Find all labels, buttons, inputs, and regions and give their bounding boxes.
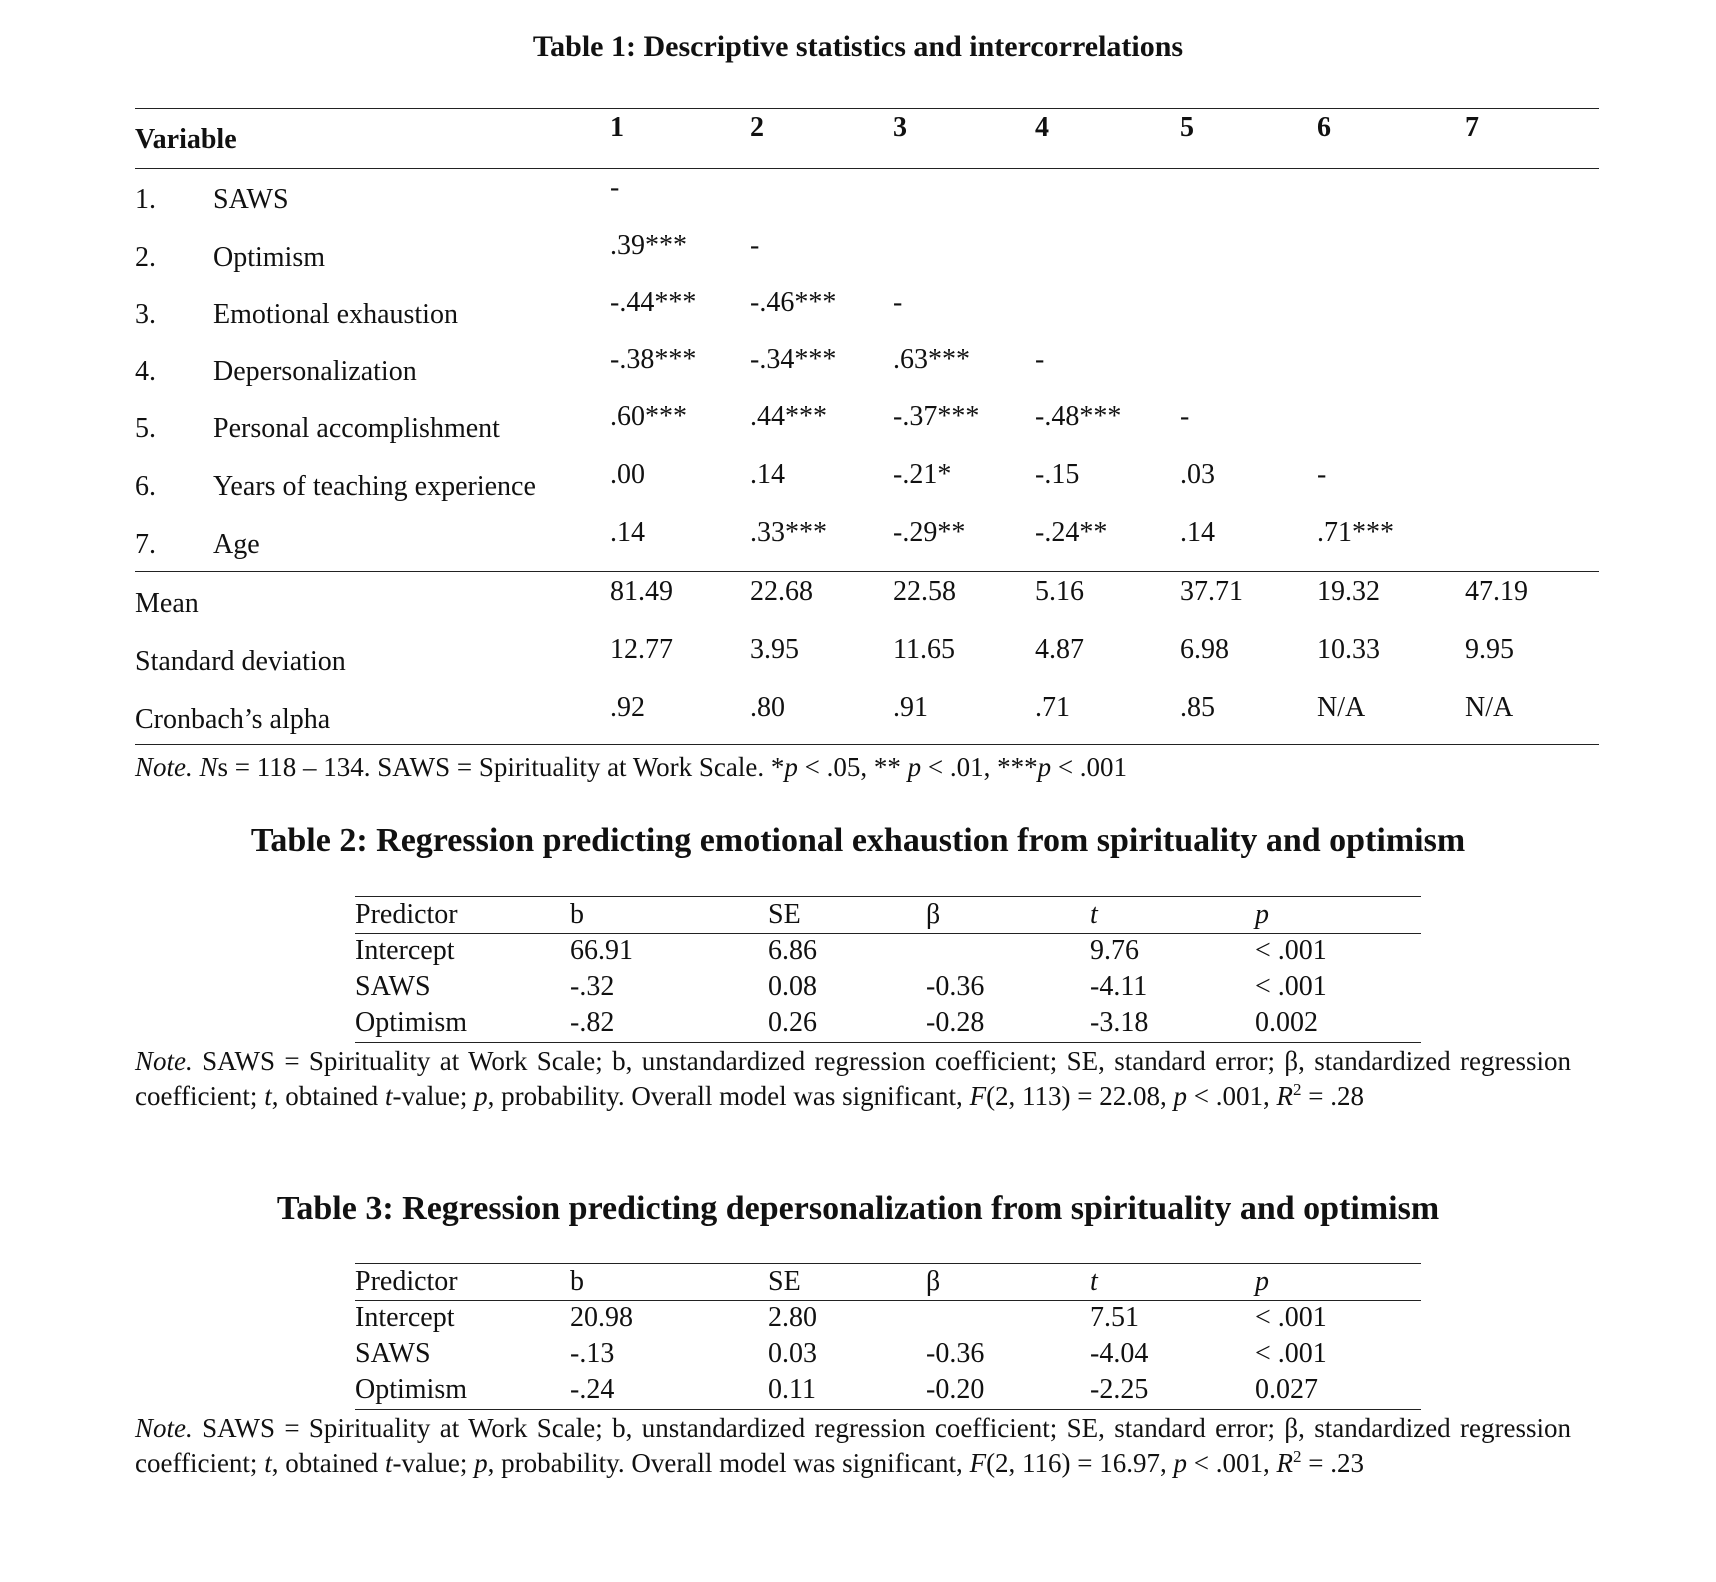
row-index: 3. bbox=[135, 299, 156, 330]
note-text: , obtained bbox=[271, 1081, 385, 1111]
correlation-cell: .60*** bbox=[610, 401, 687, 432]
correlation-cell: - bbox=[750, 230, 760, 261]
row-index: 2. bbox=[135, 242, 156, 273]
correlation-cell: -.21* bbox=[893, 459, 952, 490]
summary-cell: 22.58 bbox=[893, 576, 956, 607]
correlation-cell: -.29** bbox=[893, 517, 966, 548]
correlation-cell: .33*** bbox=[750, 517, 827, 548]
summary-cell: 5.16 bbox=[1035, 576, 1084, 607]
ns-symbol: N bbox=[199, 752, 218, 782]
correlation-cell: -.38*** bbox=[610, 344, 697, 375]
summary-cell: 81.49 bbox=[610, 576, 673, 607]
value-cell: -0.20 bbox=[926, 1374, 985, 1405]
table3 bbox=[355, 1263, 1421, 1411]
note-text: SAWS = Spirituality at Work Scale; b, unstandardized regression coefficient; SE, standard error; β, standardized regression coefficient; bbox=[135, 1413, 1571, 1478]
note-label: Note. bbox=[135, 1413, 193, 1443]
note-text: , probability. Overall model was significant, bbox=[487, 1448, 970, 1478]
correlation-cell: .44*** bbox=[750, 401, 827, 432]
summary-cell: 47.19 bbox=[1465, 576, 1528, 607]
table3-top-rule bbox=[355, 1263, 1421, 1264]
correlation-cell: - bbox=[1180, 401, 1190, 432]
p-symbol: p bbox=[474, 1448, 488, 1478]
note-text: < .01, *** bbox=[921, 752, 1038, 782]
table2 bbox=[355, 896, 1421, 1044]
row-index: 6. bbox=[135, 471, 156, 502]
summary-cell: .85 bbox=[1180, 692, 1215, 723]
correlation-cell: .00 bbox=[610, 459, 645, 490]
summary-cell: .71 bbox=[1035, 692, 1070, 723]
r-superscript: 2 bbox=[1293, 1447, 1302, 1466]
value-cell: -0.36 bbox=[926, 1338, 985, 1369]
correlation-cell: - bbox=[1317, 459, 1327, 490]
t-symbol: t bbox=[264, 1448, 272, 1478]
row-variable-name: Years of teaching experience bbox=[213, 471, 536, 502]
table1-summary-rule bbox=[135, 571, 1599, 572]
predictor-name: SAWS bbox=[355, 971, 431, 1002]
p-symbol: p bbox=[474, 1081, 488, 1111]
correlation-cell: -.34*** bbox=[750, 344, 837, 375]
p-symbol: p bbox=[1173, 1448, 1188, 1478]
row-index: 5. bbox=[135, 413, 156, 444]
column-header-4: 4 bbox=[1035, 112, 1049, 143]
correlation-cell: - bbox=[893, 287, 903, 318]
summary-cell: 4.87 bbox=[1035, 634, 1084, 665]
predictor-name: Optimism bbox=[355, 1007, 468, 1038]
table2-note bbox=[135, 1044, 1571, 1114]
table2-top-rule bbox=[355, 896, 1421, 897]
column-header-2: 2 bbox=[750, 112, 764, 143]
summary-label: Mean bbox=[135, 588, 199, 619]
column-header: SE bbox=[768, 899, 801, 930]
t-symbol: t bbox=[264, 1081, 272, 1111]
correlation-cell: -.15 bbox=[1035, 459, 1080, 490]
correlation-cell: .03 bbox=[1180, 459, 1215, 490]
value-cell: -0.36 bbox=[926, 971, 985, 1002]
column-header-6: 6 bbox=[1317, 112, 1331, 143]
f-symbol: F bbox=[969, 1448, 987, 1478]
table1-bottom-rule bbox=[135, 744, 1599, 745]
correlation-cell: .63*** bbox=[893, 344, 970, 375]
column-header: t bbox=[1090, 899, 1098, 930]
note-text: = .28 bbox=[1301, 1081, 1364, 1111]
value-cell: -4.11 bbox=[1090, 971, 1148, 1002]
value-cell: -.13 bbox=[570, 1338, 615, 1369]
summary-cell: 6.98 bbox=[1180, 634, 1229, 665]
correlation-cell: -.24** bbox=[1035, 517, 1108, 548]
value-cell: < .001 bbox=[1255, 971, 1327, 1002]
note-text: < .001 bbox=[1051, 752, 1128, 782]
correlation-cell: -.46*** bbox=[750, 287, 837, 318]
correlation-cell: .71*** bbox=[1317, 517, 1394, 548]
note-text: < .05, ** bbox=[797, 752, 908, 782]
column-header: Predictor bbox=[355, 899, 458, 930]
note-label: Note. bbox=[135, 752, 193, 782]
r-superscript: 2 bbox=[1293, 1080, 1302, 1099]
note-label: Note. bbox=[135, 1046, 193, 1076]
note-text: < .001, bbox=[1187, 1081, 1277, 1111]
row-index: 4. bbox=[135, 356, 156, 387]
summary-cell: 9.95 bbox=[1465, 634, 1514, 665]
note-text: -value; bbox=[392, 1081, 475, 1111]
f-symbol: F bbox=[969, 1081, 987, 1111]
value-cell: 66.91 bbox=[570, 935, 633, 966]
correlation-cell: - bbox=[1035, 344, 1045, 375]
value-cell: 9.76 bbox=[1090, 935, 1139, 966]
value-cell: 2.80 bbox=[768, 1302, 817, 1333]
summary-cell: 10.33 bbox=[1317, 634, 1380, 665]
correlation-cell: - bbox=[610, 172, 620, 203]
column-header: t bbox=[1090, 1266, 1098, 1297]
value-cell: < .001 bbox=[1255, 1302, 1327, 1333]
value-cell: < .001 bbox=[1255, 935, 1327, 966]
note-text: -value; bbox=[392, 1448, 475, 1478]
table3-note bbox=[135, 1411, 1571, 1481]
summary-cell: 37.71 bbox=[1180, 576, 1243, 607]
predictor-name: SAWS bbox=[355, 1338, 431, 1369]
note-text: SAWS = Spirituality at Work Scale; b, unstandardized regression coefficient; SE, standard error; β, standardized regression coefficient; bbox=[135, 1046, 1571, 1111]
summary-label: Standard deviation bbox=[135, 646, 346, 677]
row-index: 7. bbox=[135, 529, 156, 560]
summary-cell: 3.95 bbox=[750, 634, 799, 665]
column-header-5: 5 bbox=[1180, 112, 1194, 143]
r-symbol: R bbox=[1276, 1081, 1294, 1111]
correlation-cell: -.44*** bbox=[610, 287, 697, 318]
note-text: , obtained bbox=[271, 1448, 385, 1478]
note-text: , probability. Overall model was significant, bbox=[487, 1081, 970, 1111]
correlation-cell: -.48*** bbox=[1035, 401, 1122, 432]
value-cell: 0.002 bbox=[1255, 1007, 1318, 1038]
summary-cell: N/A bbox=[1317, 692, 1366, 723]
row-variable-name: SAWS bbox=[213, 184, 289, 215]
table1-note bbox=[135, 752, 1127, 783]
t-symbol: t bbox=[384, 1448, 393, 1478]
summary-cell: 12.77 bbox=[610, 634, 673, 665]
value-cell: 20.98 bbox=[570, 1302, 633, 1333]
table1-top-rule bbox=[135, 108, 1599, 109]
value-cell: -2.25 bbox=[1090, 1374, 1149, 1405]
variable-header: Variable bbox=[135, 124, 237, 155]
column-header: β bbox=[926, 899, 941, 930]
correlation-cell: .39*** bbox=[610, 230, 687, 261]
row-variable-name: Depersonalization bbox=[213, 356, 417, 387]
summary-cell: .80 bbox=[750, 692, 785, 723]
note-text: = .23 bbox=[1301, 1448, 1364, 1478]
summary-cell: N/A bbox=[1465, 692, 1514, 723]
p-symbol: p bbox=[784, 752, 798, 782]
column-header-7: 7 bbox=[1465, 112, 1479, 143]
table3-bottom-rule bbox=[355, 1409, 1421, 1410]
row-variable-name: Emotional exhaustion bbox=[213, 299, 458, 330]
correlation-cell: .14 bbox=[750, 459, 785, 490]
note-text: s = 118 – 134. SAWS = Spirituality at Work Scale. * bbox=[217, 752, 785, 782]
column-header: SE bbox=[768, 1266, 801, 1297]
value-cell: 6.86 bbox=[768, 935, 817, 966]
summary-cell: 22.68 bbox=[750, 576, 813, 607]
p-symbol: p bbox=[1173, 1081, 1188, 1111]
note-text: (2, 116) = 16.97, bbox=[986, 1448, 1174, 1478]
p-symbol: p bbox=[907, 752, 922, 782]
predictor-name: Intercept bbox=[355, 935, 455, 966]
p-symbol: p bbox=[1037, 752, 1052, 782]
table2-header-rule bbox=[355, 933, 1421, 934]
note-text: < .001, bbox=[1187, 1448, 1277, 1478]
value-cell: 0.08 bbox=[768, 971, 817, 1002]
value-cell: 0.03 bbox=[768, 1338, 817, 1369]
column-header: Predictor bbox=[355, 1266, 458, 1297]
column-header-1: 1 bbox=[610, 112, 624, 143]
table3-title: Table 3: Regression predicting depersonalization from spirituality and optimism bbox=[276, 1190, 1440, 1227]
table2-title: Table 2: Regression predicting emotional exhaustion from spirituality and optimism bbox=[250, 822, 1466, 859]
value-cell: 0.027 bbox=[1255, 1374, 1318, 1405]
t-symbol: t bbox=[384, 1081, 393, 1111]
value-cell: < .001 bbox=[1255, 1338, 1327, 1369]
column-header: p bbox=[1255, 899, 1269, 930]
column-header: b bbox=[570, 899, 584, 930]
column-header: β bbox=[926, 1266, 941, 1297]
summary-label: Cronbach’s alpha bbox=[135, 704, 331, 735]
table1 bbox=[135, 108, 1599, 746]
column-header-3: 3 bbox=[893, 112, 907, 143]
correlation-cell: .14 bbox=[610, 517, 645, 548]
note-text: (2, 113) = 22.08, bbox=[986, 1081, 1174, 1111]
value-cell: -0.28 bbox=[926, 1007, 985, 1038]
row-variable-name: Personal accomplishment bbox=[213, 413, 500, 444]
row-variable-name: Age bbox=[213, 529, 260, 560]
value-cell: -.82 bbox=[570, 1007, 615, 1038]
table2-bottom-rule bbox=[355, 1042, 1421, 1043]
correlation-cell: -.37*** bbox=[893, 401, 980, 432]
predictor-name: Intercept bbox=[355, 1302, 455, 1333]
summary-cell: 19.32 bbox=[1317, 576, 1380, 607]
value-cell: -4.04 bbox=[1090, 1338, 1149, 1369]
row-index: 1. bbox=[135, 184, 156, 215]
r-symbol: R bbox=[1276, 1448, 1294, 1478]
column-header: p bbox=[1255, 1266, 1269, 1297]
value-cell: -.32 bbox=[570, 971, 615, 1002]
table1-header-rule bbox=[135, 168, 1599, 169]
table3-header-rule bbox=[355, 1300, 1421, 1301]
column-header: b bbox=[570, 1266, 584, 1297]
value-cell: 7.51 bbox=[1090, 1302, 1139, 1333]
value-cell: -3.18 bbox=[1090, 1007, 1149, 1038]
value-cell: -.24 bbox=[570, 1374, 615, 1405]
row-variable-name: Optimism bbox=[213, 242, 326, 273]
table1-title: Table 1: Descriptive statistics and intercorrelations bbox=[532, 30, 1184, 63]
predictor-name: Optimism bbox=[355, 1374, 468, 1405]
summary-cell: .92 bbox=[610, 692, 645, 723]
correlation-cell: .14 bbox=[1180, 517, 1215, 548]
summary-cell: .91 bbox=[893, 692, 928, 723]
value-cell: 0.11 bbox=[768, 1374, 816, 1405]
value-cell: 0.26 bbox=[768, 1007, 817, 1038]
summary-cell: 11.65 bbox=[893, 634, 955, 665]
